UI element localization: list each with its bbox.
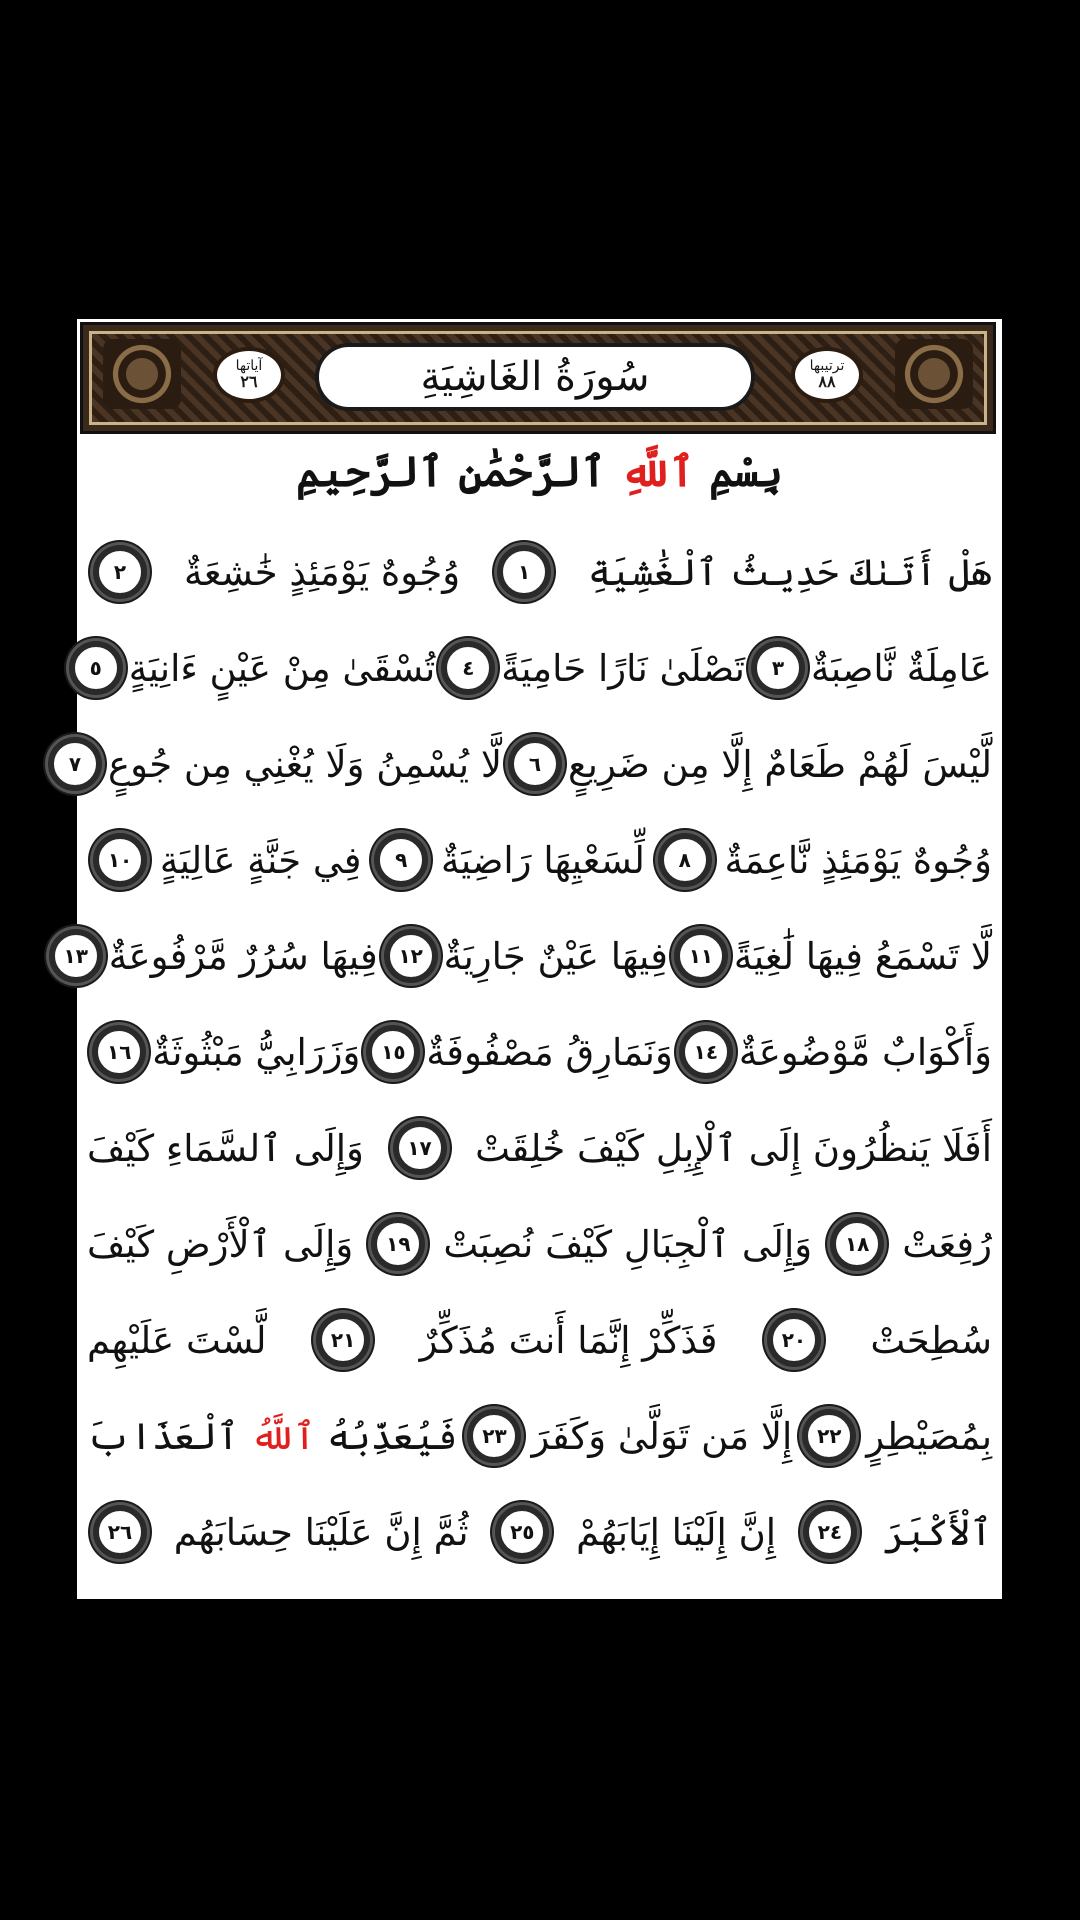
verse-text-main: فَيُعَذِّبُهُ: [327, 1414, 458, 1458]
verse-text-main: فِيهَا عَيْنٌ جَارِيَةٌ: [443, 934, 668, 978]
verse-text: [129, 647, 436, 690]
verse-text-main: سُطِحَتْ: [870, 1318, 992, 1362]
verse-text: [725, 839, 992, 882]
verse-text: [87, 1415, 457, 1458]
verse-text: [866, 1415, 992, 1458]
ayah-number-marker: ١٧: [393, 1121, 447, 1175]
ayah-number-marker: ٢٦: [93, 1505, 147, 1559]
verse-text-main: عَامِلَةٌ نَّاصِبَةٌ: [810, 646, 992, 690]
ayah-number-marker: ٢٠: [767, 1313, 821, 1367]
verse-text: [420, 1319, 718, 1362]
order-number: ٨٨: [818, 371, 836, 391]
verse-text-main: وَأَكْوَابٌ مَّوْضُوعَةٌ: [738, 1030, 992, 1074]
verse-text-main: ٱلْأَكْبَرَ: [883, 1510, 992, 1554]
ayah-number-marker: ١٤: [679, 1025, 733, 1079]
verse-line: [87, 620, 992, 716]
ayah-number-marker: ٨: [658, 833, 712, 887]
verse-text: [475, 1127, 992, 1170]
verse-text-main: وَإِلَى ٱلسَّمَاءِ كَيْفَ: [87, 1126, 364, 1170]
verse-text-main: وَإِلَى ٱلْأَرْضِ كَيْفَ: [87, 1222, 354, 1266]
verse-line: [87, 1388, 992, 1484]
verse-line: [87, 1100, 992, 1196]
verse-text: [109, 935, 378, 978]
surah-title-box: [315, 343, 755, 411]
verse-text-main: إِنَّ إِلَيْنَا إِيَابَهُمْ: [576, 1510, 777, 1554]
basmala-rahman-rahim: ٱلرَّحْمَٰنِ ٱلرَّحِيمِ: [296, 447, 607, 496]
ayat-count-medallion: [213, 347, 285, 403]
verse-text-main: وَنَمَارِقُ مَصْفُوفَةٌ: [426, 1030, 673, 1074]
verse-text: [902, 1223, 992, 1266]
verse-text: [426, 1031, 672, 1074]
verse-line: [87, 812, 992, 908]
ayah-number-marker: ١٦: [92, 1025, 146, 1079]
verse-text: [576, 1511, 776, 1554]
verse-text-main: وُجُوهٌ يَوْمَئِذٍ خَٰشِعَةٌ: [184, 550, 461, 594]
verse-text-main: فِيهَا سُرُرٌ مَّرْفُوعَةٌ: [108, 934, 378, 978]
ayah-number-marker: ١٥: [366, 1025, 420, 1079]
verse-text-main: لَّا يُسْمِنُ وَلَا يُغْنِي مِن جُوعٍ: [108, 742, 502, 786]
ayah-number-marker: ١٣: [49, 929, 103, 983]
basmala-bism: بِسْمِ: [709, 447, 783, 496]
ayah-number-marker: ٣: [751, 641, 805, 695]
mushaf-page: [63, 319, 1002, 1599]
verse-text-main: هَلْ أَتَىٰكَ حَدِيثُ ٱلْغَٰشِيَةِ: [588, 550, 992, 594]
ayah-number-marker: ٢: [93, 545, 147, 599]
basmala-allah: ٱللَّهِ: [620, 447, 695, 496]
verse-text: [184, 551, 460, 594]
verse-text: [870, 1319, 992, 1362]
surah-header: [80, 322, 996, 434]
verse-line: [87, 524, 992, 620]
verse-text-main: لَّيْسَ لَهُمْ طَعَامٌ إِلَّا مِن ضَرِيعٍ: [567, 742, 992, 786]
ayah-number-marker: ١: [497, 545, 551, 599]
ayah-number-marker: ٤: [441, 641, 495, 695]
verse-text-main: لَّسْتَ عَلَيْهِم: [87, 1318, 267, 1362]
verse-line: [87, 1196, 992, 1292]
verse-text: [443, 1223, 812, 1266]
ayah-number-marker: ٦: [508, 737, 562, 791]
ayah-number-marker: ١٠: [93, 833, 147, 887]
ayah-number-marker: ١٨: [830, 1217, 884, 1271]
verse-text: [160, 839, 362, 882]
divine-name: ٱللَّهُ: [250, 1414, 316, 1458]
verse-text-main: لِّسَعْيِهَا رَاضِيَةٌ: [440, 838, 645, 882]
verse-text: [108, 743, 502, 786]
right-ornament-icon: [895, 339, 973, 409]
ayah-number-marker: ١٩: [371, 1217, 425, 1271]
ayah-number-marker: ١١: [674, 929, 728, 983]
surah-order-medallion: [791, 347, 863, 403]
ayah-number-marker: ٢٥: [495, 1505, 549, 1559]
verse-text-after: ٱلْعَذَابَ: [87, 1414, 239, 1458]
verse-text: [588, 551, 992, 594]
ayat-label: آياتها: [235, 358, 263, 375]
verse-text-main: تَصْلَىٰ نَارًا حَامِيَةً: [501, 646, 745, 690]
ayah-number-marker: ٥: [69, 641, 123, 695]
ayah-number-marker: ٢٤: [803, 1505, 857, 1559]
basmala: [77, 447, 1002, 517]
verse-line: [87, 1004, 992, 1100]
verse-text-main: أَفَلَا يَنظُرُونَ إِلَى ٱلْإِبِلِ كَيْفَ خُلِقَتْ: [475, 1126, 992, 1170]
verse-text-main: ثُمَّ إِنَّ عَلَيْنَا حِسَابَهُم: [173, 1510, 469, 1554]
order-label: ترتيبها: [809, 358, 845, 375]
verse-text-main: إِلَّا مَن تَوَلَّىٰ وَكَفَرَ: [531, 1414, 793, 1458]
verse-text-main: رُفِعَتْ: [902, 1222, 992, 1266]
verse-text-main: وَإِلَى ٱلْجِبَالِ كَيْفَ نُصِبَتْ: [443, 1222, 813, 1266]
verse-text: [444, 935, 668, 978]
verse-text: [174, 1511, 469, 1554]
verse-text: [87, 1127, 364, 1170]
verse-lines: [63, 524, 992, 1580]
verse-text-main: وَزَرَابِيُّ مَبْثُوثَةٌ: [152, 1030, 361, 1074]
ayah-number-marker: ١٢: [384, 929, 438, 983]
left-ornament-icon: [103, 339, 181, 409]
verse-text-main: فَذَكِّرْ إِنَّمَا أَنتَ مُذَكِّرٌ: [419, 1318, 718, 1362]
surah-title: سُورَةُ الغَاشِيَةِ: [420, 354, 650, 400]
verse-text: [87, 1223, 353, 1266]
verse-text: [811, 647, 992, 690]
verse-text-main: بِمُصَيْطِرٍ: [866, 1414, 992, 1458]
verse-line: [87, 1484, 992, 1580]
verse-text: [734, 935, 992, 978]
ayat-number: ٢٦: [240, 371, 258, 391]
verse-text: [568, 743, 992, 786]
verse-text-main: فِي جَنَّةٍ عَالِيَةٍ: [159, 838, 362, 882]
ayah-number-marker: ٢١: [316, 1313, 370, 1367]
verse-text: [531, 1415, 792, 1458]
ayah-number-marker: ٢٢: [802, 1409, 856, 1463]
ayah-number-marker: ٢٣: [467, 1409, 521, 1463]
verse-text: [739, 1031, 992, 1074]
verse-line: [68, 716, 992, 812]
verse-text-main: وُجُوهٌ يَوْمَئِذٍ نَّاعِمَةٌ: [724, 838, 992, 882]
verse-text: [441, 839, 645, 882]
verse-line: [87, 1292, 992, 1388]
verse-text: [87, 1319, 267, 1362]
verse-text-main: تُسْقَىٰ مِنْ عَيْنٍ ءَانِيَةٍ: [128, 646, 436, 690]
verse-text: [152, 1031, 360, 1074]
verse-text: [884, 1511, 992, 1554]
ayah-number-marker: ٧: [48, 737, 102, 791]
verse-text: [501, 647, 745, 690]
verse-text-main: لَّا تَسْمَعُ فِيهَا لَٰغِيَةً: [733, 934, 992, 978]
verse-line: [63, 908, 992, 1004]
ayah-number-marker: ٩: [374, 833, 428, 887]
